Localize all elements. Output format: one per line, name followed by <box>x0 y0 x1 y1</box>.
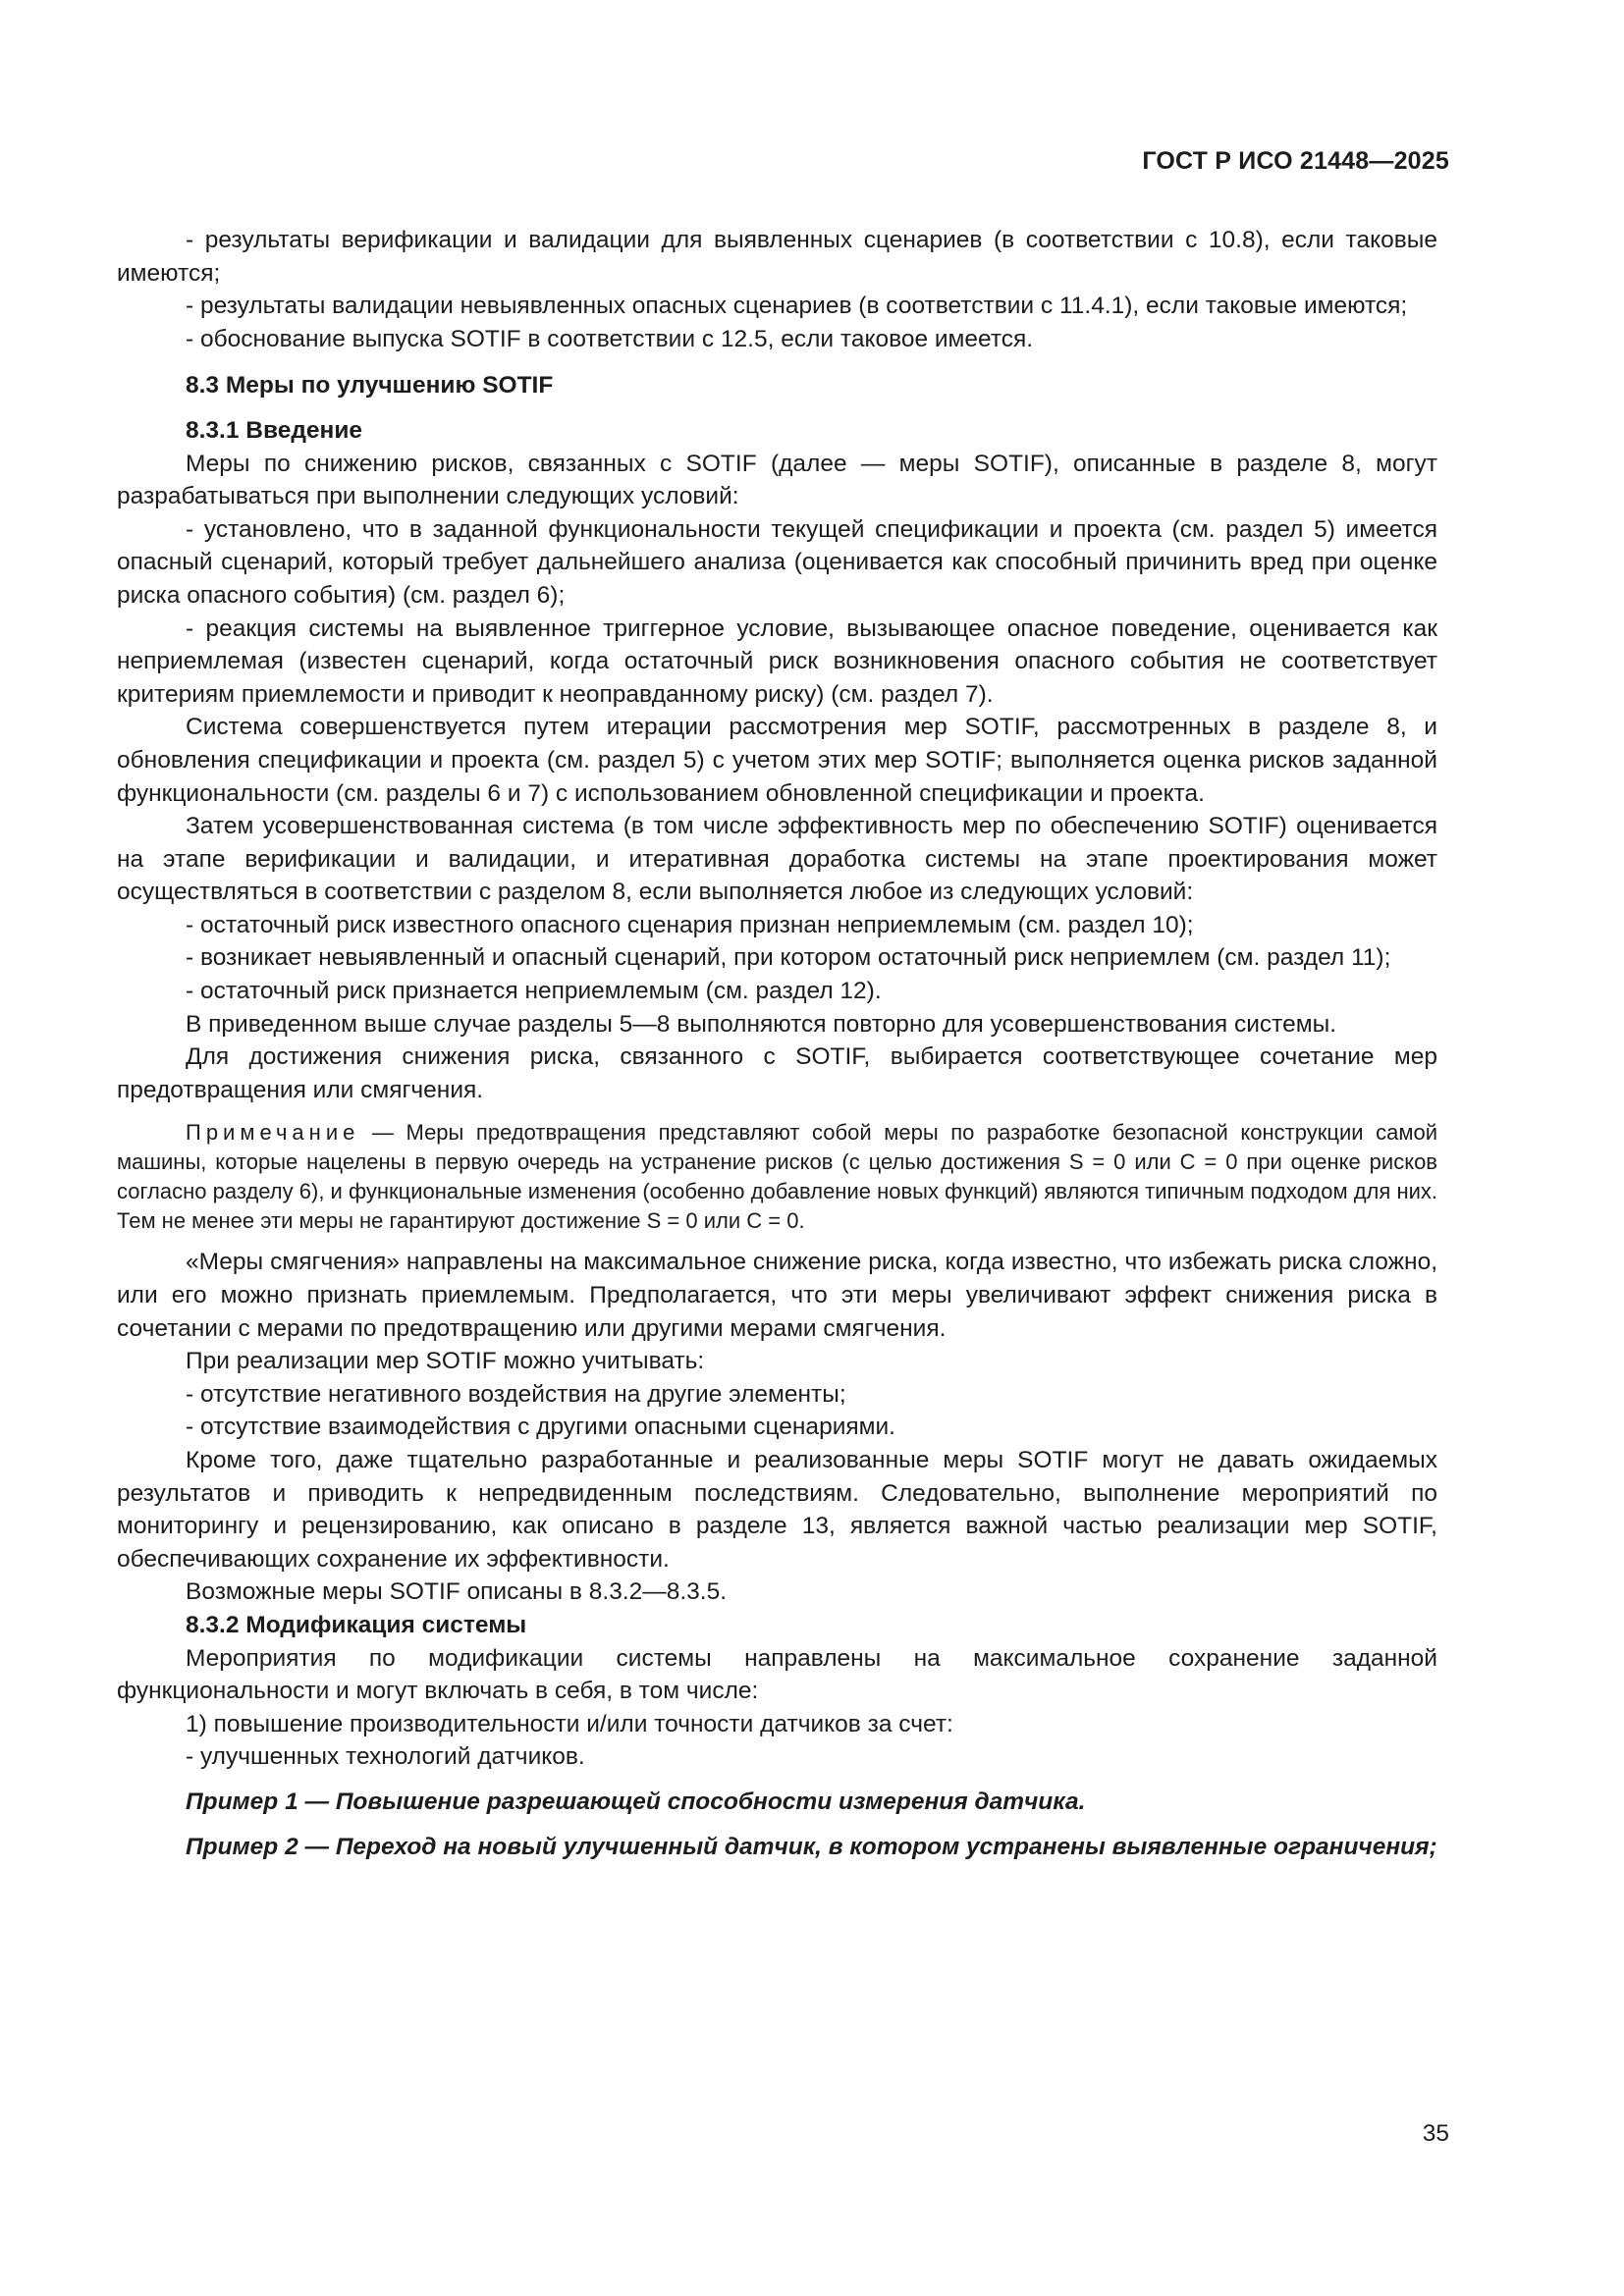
paragraph: «Меры смягчения» направлены на максимальное снижение риска, когда известно, что избежать риска сложно, или его можно признать приемлемым. Предполагается, что эти меры увеличивают эффект снижения риска в сочетании с мерами по предотвращению или другими мерами смягчения. <box>117 1249 1437 1342</box>
list-item: - остаточный риск признается неприемлемым (см. раздел 12). <box>186 978 882 1005</box>
example-1: Пример 1 — Повышение разрешающей способности измерения датчика. <box>186 1788 1086 1815</box>
paragraph: В приведенном выше случае разделы 5—8 выполняются повторно для усовершенствования системы. <box>186 1010 1337 1038</box>
paragraph: Для достижения снижения риска, связанного с SOTIF, выбирается соответствующее сочетание мер предотвращения или смягчения. <box>117 1043 1437 1103</box>
paragraph: Меры по снижению рисков, связанных с SOTIF (далее — меры SOTIF), описанные в разделе 8, могут разрабатываться при выполнении следующих условий: <box>117 450 1437 510</box>
list-item: - результаты верификации и валидации для выявленных сценариев (в соответствии с 10.8), если таковые имеются; <box>117 227 1437 287</box>
paragraph: При реализации мер SOTIF можно учитывать: <box>186 1348 705 1375</box>
list-item: - остаточный риск известного опасного сценария признан неприемлемым (см. раздел 10); <box>186 911 1194 938</box>
page-content <box>117 224 1437 1869</box>
section-heading-8-3: 8.3 Меры по улучшению SOTIF <box>186 372 554 400</box>
list-item: - отсутствие негативного воздействия на другие элементы; <box>186 1380 846 1408</box>
page-number: 35 <box>1422 2120 1449 2147</box>
paragraph: Мероприятия по модификации системы направлены на максимальное сохранение заданной функциональности и могут включать в себя, в том числе: <box>117 1644 1437 1705</box>
note-text: — Меры предотвращения представляют собой меры по разработке безопасной конструкции самой машины, которые нацелены в первую очередь на устранение рисков (с целью достижения S = 0 или C = 0 при оценке рисков согласно разделу 6), и функциональные изменения (особенно добавление новых функций) являются типичным подходом для них. Тем не менее эти меры не гарантируют достижение S = 0 или C = 0. <box>117 1120 1437 1234</box>
list-item: - отсутствие взаимодействия с другими опасными сценариями. <box>186 1414 895 1441</box>
subsection-heading-8-3-2: 8.3.2 Модификация системы <box>186 1611 527 1638</box>
document-header: ГОСТ Р ИСО 21448—2025 <box>1142 147 1449 175</box>
example-2: Пример 2 — Переход на новый улучшенный датчик, в котором устранены выявленные ограничения; <box>186 1833 1437 1860</box>
list-item: - реакция системы на выявленное триггерное условие, вызывающее опасное поведение, оценивается как неприемлемая (известен сценарий, когда остаточный риск возникновения опасного события не соответствует критериям приемлемости и приводит к неоправданному риску) (см. раздел 7). <box>117 614 1437 708</box>
list-item: - результаты валидации невыявленных опасных сценариев (в соответствии с 11.4.1), если таковые имеются; <box>186 293 1408 320</box>
paragraph: Возможные меры SOTIF описаны в 8.3.2—8.3.5. <box>186 1578 728 1606</box>
list-item: - возникает невыявленный и опасный сценарий, при котором остаточный риск неприемлем (см. раздел 11); <box>186 944 1391 972</box>
note-label: Примечание <box>186 1120 360 1146</box>
paragraph: Затем усовершенствованная система (в том числе эффективность мер по обеспечению SOTIF) оценивается на этапе верификации и валидации, и итеративная доработка системы на этапе проектирования может осуществляться в соответствии с разделом 8, если выполняется любое из следующих условий: <box>117 813 1437 906</box>
list-item: - обоснование выпуска SOTIF в соответствии с 12.5, если таковое имеется. <box>186 325 1034 352</box>
list-item: - улучшенных технологий датчиков. <box>186 1743 585 1771</box>
subsection-heading-8-3-1: 8.3.1 Введение <box>186 416 363 444</box>
numbered-item: 1) повышение производительности и/или точности датчиков за счет: <box>186 1710 953 1737</box>
note <box>117 1118 1437 1236</box>
paragraph: Кроме того, даже тщательно разработанные и реализованные меры SOTIF могут не давать ожидаемых результатов и приводить к непредвиденным последствиям. Следовательно, выполнение мероприятий по мониторингу и рецензированию, как описано в разделе 13, является важной частью реализации мер SOTIF, обеспечивающих сохранение их эффективности. <box>117 1447 1437 1573</box>
paragraph: Система совершенствуется путем итерации рассмотрения мер SOTIF, рассмотренных в разделе 8, и обновления спецификации и проекта (см. раздел 5) с учетом этих мер SOTIF; выполняется оценка рисков заданной функциональности (см. разделы 6 и 7) с использованием обновленной спецификации и проекта. <box>117 714 1437 807</box>
list-item: - установлено, что в заданной функциональности текущей спецификации и проекта (см. раздел 5) имеется опасный сценарий, который требует дальнейшего анализа (оценивается как способный причинить вред при оценке риска опасного события) (см. раздел 6); <box>117 515 1437 609</box>
